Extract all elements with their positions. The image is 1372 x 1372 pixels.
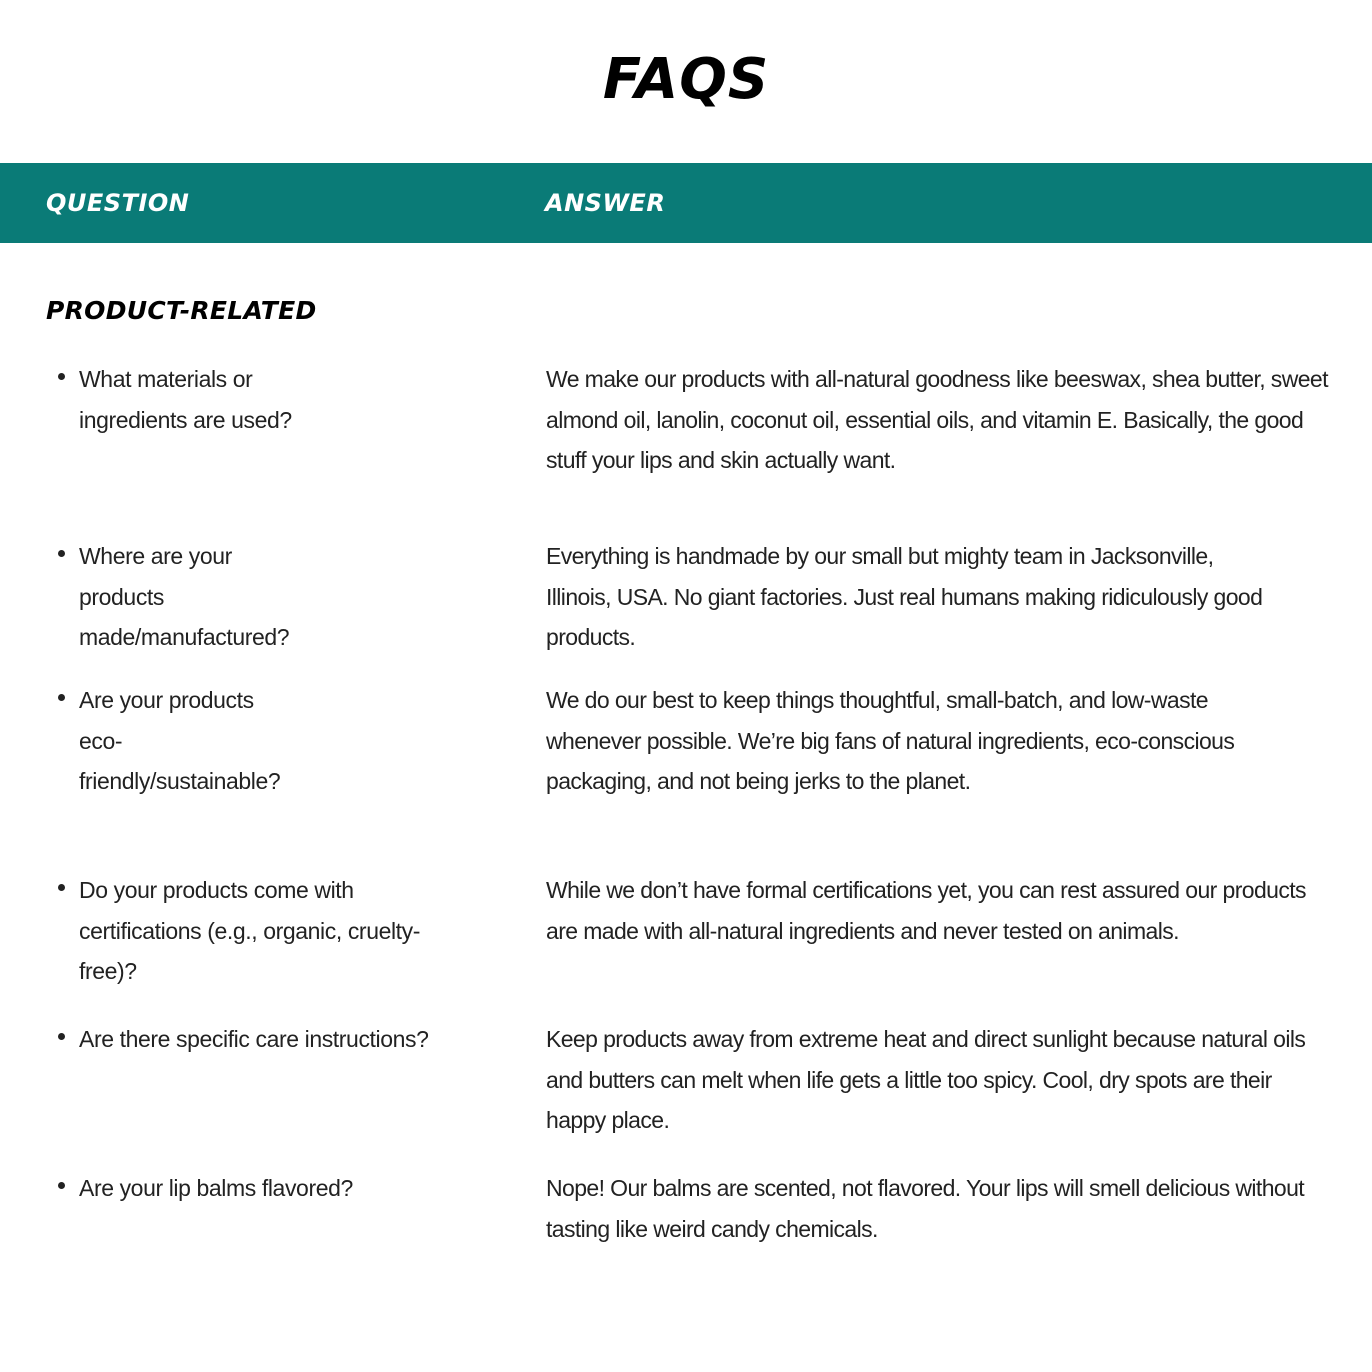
- bullet-icon: [58, 550, 65, 557]
- bullet-icon: [58, 694, 65, 701]
- faq-answer: We do our best to keep things thoughtful, small-batch, and low-waste whenever possible. We’re big fans of natural ingredients, eco-conscious packaging, and not being jerks to the planet.: [546, 687, 1235, 794]
- section-title: PRODUCT-RELATED: [46, 296, 317, 325]
- bullet-icon: [58, 1033, 65, 1040]
- column-header-answer: ANSWER: [545, 189, 666, 217]
- faq-question: Are your lip balms flavored?: [79, 1175, 353, 1201]
- faq-answer: Nope! Our balms are scented, not flavored. Your lips will smell delicious without tasting like weird candy chemicals.: [546, 1175, 1305, 1242]
- bullet-icon: [58, 373, 65, 380]
- faq-question: What materials or ingredients are used?: [79, 366, 292, 433]
- faq-question: Do your products come with certifications (e.g., organic, cruelty-free)?: [79, 877, 421, 984]
- table-header-bar: [0, 163, 1372, 243]
- faq-question: Are there specific care instructions?: [79, 1026, 429, 1052]
- faq-answer: While we don’t have formal certifications yet, you can rest assured our products are made with all-natural ingredients and never tested on animals.: [546, 877, 1306, 944]
- column-header-question: QUESTION: [46, 189, 190, 217]
- faq-question: Where are your products made/manufactured?: [79, 543, 290, 650]
- page-title: FAQS: [602, 47, 770, 112]
- bullet-icon: [58, 884, 65, 891]
- faq-answer: We make our products with all-natural goodness like beeswax, shea butter, sweet almond oil, lanolin, coconut oil, essential oils, and vitamin E. Basically, the good stuff your lips and skin actually want.: [546, 366, 1328, 473]
- faq-question: Are your products eco-friendly/sustainable?: [79, 687, 281, 794]
- bullet-icon: [58, 1182, 65, 1189]
- faq-answer: Everything is handmade by our small but mighty team in Jacksonville, Illinois, USA. No giant factories. Just real humans making ridiculously good products.: [546, 543, 1263, 650]
- faq-answer: Keep products away from extreme heat and direct sunlight because natural oils and butters can melt when life gets a little too spicy. Cool, dry spots are their happy place.: [546, 1026, 1306, 1133]
